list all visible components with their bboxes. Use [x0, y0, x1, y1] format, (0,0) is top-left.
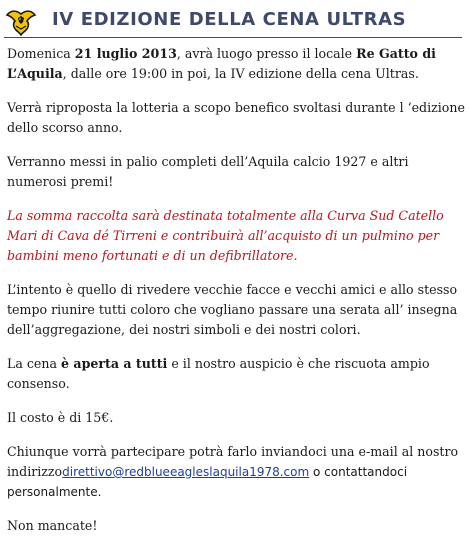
paragraph-open-to-all	[7, 354, 465, 394]
eagle-emblem-icon	[4, 6, 38, 36]
text-segment: e il nostro auspicio è che riscuota ampio consenso.	[7, 356, 430, 391]
text-segment: La cena	[7, 356, 62, 371]
article-body	[7, 44, 465, 550]
article-header	[4, 6, 464, 36]
paragraph-event-date	[7, 44, 465, 84]
paragraph-intent: L’intento è quello di rivedere vecchie facce e vecchi amici e allo stesso tempo riunire tutti coloro che vogliano passare una serata all’ insegna dell’aggregazione, dei nostri simboli e dei nostri colori.	[7, 282, 458, 337]
open-to-all-emphasis: è aperta a tutti	[61, 356, 168, 371]
paragraph-lottery: Verrà riproposta la lotteria a scopo benefico svoltasi durante l ‘edizione dello scorso anno.	[7, 100, 465, 135]
paragraph-closing: Non mancate!	[7, 518, 98, 533]
email-link[interactable]: direttivo@redblueeagleslaquila1978.com	[62, 465, 310, 479]
text-segment: , dalle ore 19:00 in poi, la IV edizione della cena Ultras.	[62, 66, 419, 81]
paragraph-charity: La somma raccolta sarà destinata totalmente alla Curva Sud Catello Mari di Cava dé Tirreni e contribuirà all’acquisto di un pulmino per bambini meno fortunati e di un defibrillatore.	[7, 208, 444, 263]
paragraph-cost: Il costo è di 15€.	[7, 410, 114, 425]
text-segment: o contattandoci personalmente.	[7, 465, 408, 499]
text-segment: Domenica	[7, 46, 75, 61]
title-divider	[4, 37, 462, 38]
paragraph-prizes: Verranno messi in palio completi dell’Aquila calcio 1927 e altri numerosi premi!	[7, 154, 409, 189]
text-segment: Chiunque vorrà partecipare potrà farlo inviandoci una e-mail al nostro indirizzo	[7, 444, 459, 479]
text-segment: , avrà luogo presso il locale	[176, 46, 357, 61]
event-date: 21 luglio 2013	[74, 46, 177, 61]
page-title: IV EDIZIONE DELLA CENA ULTRAS	[52, 9, 407, 30]
event-venue: Re Gatto di L’Aquila	[7, 46, 436, 81]
paragraph-contact	[7, 442, 465, 502]
